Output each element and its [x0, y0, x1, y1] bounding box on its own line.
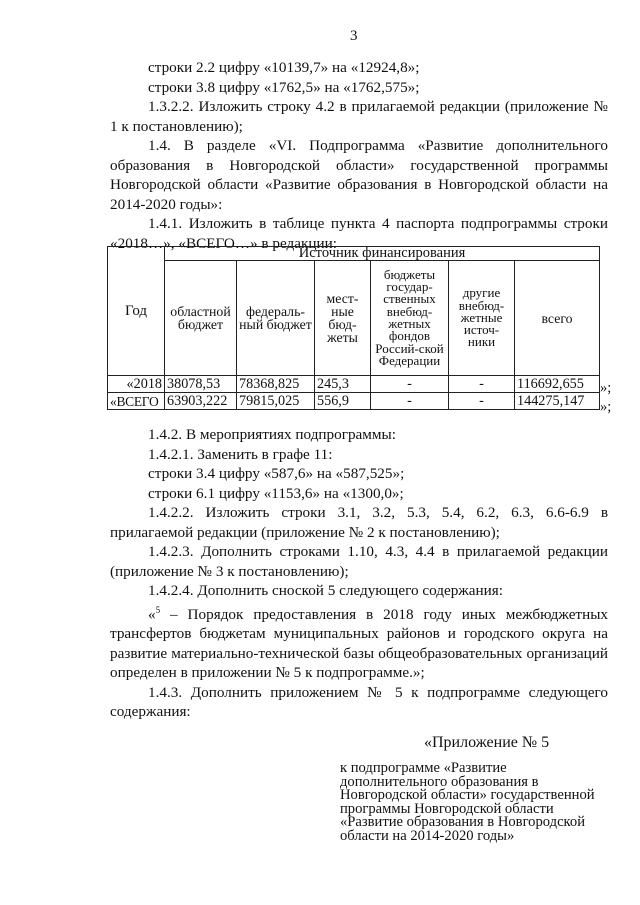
paragraph: строки 2.2 цифру «10139,7» на «12924,8»; — [148, 59, 420, 76]
cell-value: 245,3 — [315, 376, 371, 393]
row-tail: »; — [600, 380, 612, 396]
paragraph: 1.4. В разделе «VI. Подпрограмма «Развитие дополнительного образования в Новгородской области» государственной программы Новгородской области «Развитие образования в Новгородской области на 2014-2020 годы»: — [110, 137, 608, 213]
paragraph: 1.4.2.2. Изложить строки 3.1, 3.2, 5.3, 5.4, 6.2, 6.3, 6.6-6.9 в прилагаемой редакции (приложение № 2 к постановлению); — [110, 504, 608, 541]
cell-year: «ВСЕГО — [108, 393, 165, 410]
paragraph: 1.4.2.4. Дополнить сноской 5 следующего содержания: — [148, 582, 503, 599]
cell-value: - — [449, 376, 515, 393]
cell-value: 556,9 — [315, 393, 371, 410]
cell-value: - — [449, 393, 515, 410]
text-block-top — [110, 58, 608, 253]
header-col: областной бюджет — [165, 261, 237, 376]
paragraph: 1.4.1. Изложить в таблице пункта 4 паспорта подпрограммы строки «2018…», «ВСЕГО…» в редакции: — [110, 215, 608, 252]
footnote-paragraph — [110, 601, 608, 683]
header-col: бюджеты государ-ственных внебюд-жетных фондов Россий-ской Федерации — [371, 261, 449, 376]
cell-value: - — [371, 393, 449, 410]
cell-value: - — [371, 376, 449, 393]
header-source: Источник финансирования — [165, 247, 600, 261]
footnote-mark: 5 — [155, 604, 161, 615]
paragraph: 1.3.2.2. Изложить строку 4.2 в прилагаемой редакции (приложение № 1 к постановлению); — [110, 98, 608, 135]
cell-year: «2018 — [108, 376, 165, 393]
footnote-text: – Порядок предоставления в 2018 году иных межбюджетных трансфертов бюджетам муниципальных районов и городского округа на развитие материально-технической базы общеобразовательных организаций определен в приложении № 5 к подпрограмме.»; — [110, 605, 608, 682]
header-col: всего — [515, 261, 600, 376]
header-col: федераль-ный бюджет — [237, 261, 315, 376]
cell-value: 38078,53 — [165, 376, 237, 393]
row-tail: »; — [600, 399, 612, 415]
appendix-title: «Приложение № 5 — [424, 734, 550, 751]
table-row — [108, 376, 600, 393]
cell-value: 116692,655 — [515, 376, 600, 393]
cell-value: 144275,147 — [515, 393, 600, 410]
paragraph: строки 3.4 цифру «587,6» на «587,525»; — [148, 465, 405, 482]
cell-value: 63903,222 — [165, 393, 237, 410]
paragraph: 1.4.2.3. Дополнить строками 1.10, 4.3, 4.4 в прилагаемой редакции (приложение № 3 к постановлению); — [110, 543, 608, 580]
paragraph: 1.4.3. Дополнить приложением № 5 к подпрограмме следующего содержания: — [110, 683, 608, 721]
cell-value: 78368,825 — [237, 376, 315, 393]
cell-value: 79815,025 — [237, 393, 315, 410]
quote-open: « — [148, 605, 156, 623]
paragraph: 1.4.2.1. Заменить в графе 11: — [148, 445, 333, 463]
financing-table — [107, 246, 600, 410]
header-year: Год — [108, 247, 165, 376]
paragraph: строки 3.8 цифру «1762,5» на «1762,575»; — [148, 78, 420, 96]
paragraph: строки 6.1 цифру «1153,6» на «1300,0»; — [148, 484, 404, 502]
text-block-bottom — [110, 425, 608, 722]
appendix-text: к подпрограмме «Развитие дополнительного образования в Новгородской области» государственной программы Новгородской области «Развитие образования в Новгородской области на 2014-2020 годы» — [340, 760, 595, 844]
paragraph: 1.4.2. В мероприятиях подпрограммы: — [148, 426, 396, 443]
header-col: другие внебюд-жетные источ-ники — [449, 261, 515, 376]
header-col: мест-ные бюд-жеты — [315, 261, 371, 376]
page-number: 3 — [350, 28, 358, 44]
table-row — [108, 393, 600, 410]
